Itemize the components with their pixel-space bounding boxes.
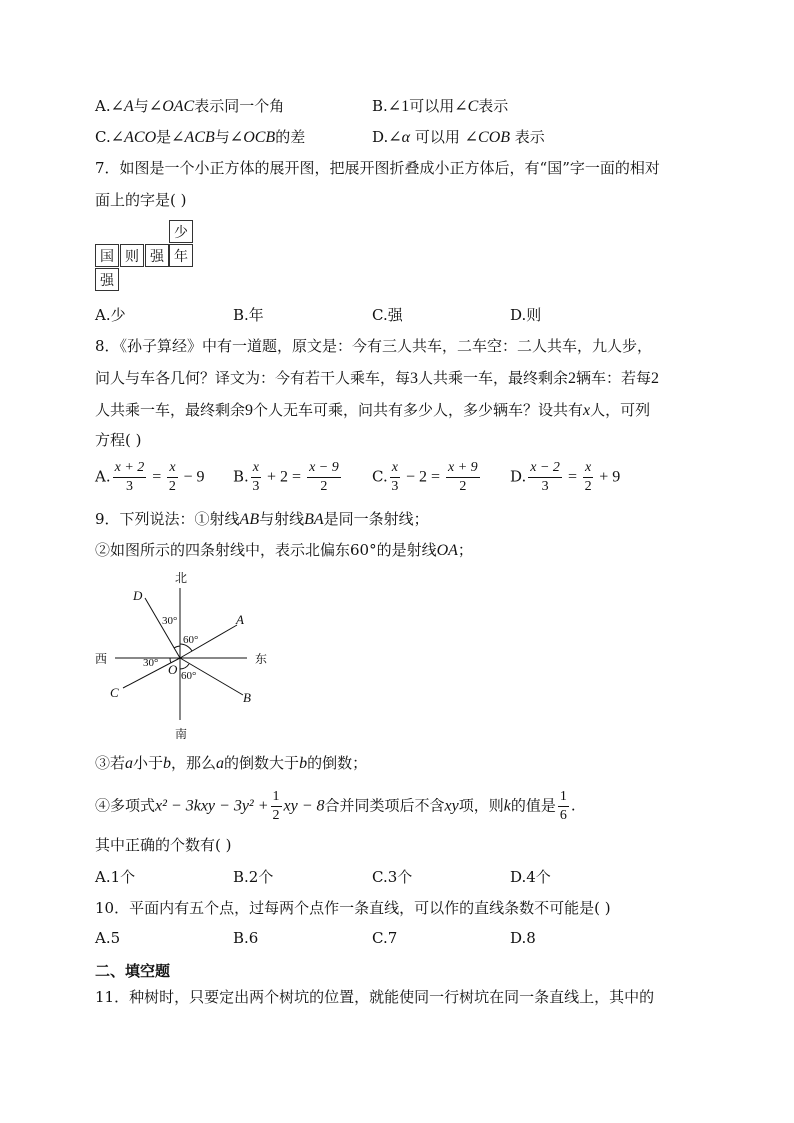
- option-label: B.: [372, 97, 388, 115]
- option-label: C.: [95, 128, 111, 146]
- text: 合并同类项后不含: [324, 796, 445, 815]
- q9-option-d: D.4个: [510, 868, 551, 886]
- fraction: [583, 461, 593, 494]
- fraction: [167, 461, 177, 494]
- text: ②如图所示的四条射线中，表示北偏东60°的是射线: [95, 541, 437, 559]
- numerator: 1: [558, 790, 569, 807]
- numerator: x: [390, 461, 400, 478]
- text: 是: [156, 128, 172, 146]
- numerator: x + 2: [113, 461, 147, 478]
- q10-option-a: A.5: [95, 929, 121, 947]
- q9-statement-4: [95, 790, 576, 823]
- text: 的倒数大于: [224, 754, 300, 772]
- text: 可以用: [410, 128, 465, 146]
- denominator: 6: [559, 808, 567, 823]
- angle: ∠OCB: [229, 129, 276, 146]
- operator: =: [563, 468, 581, 486]
- numerator: 1: [271, 790, 282, 807]
- ray-name: BA: [304, 511, 324, 528]
- q7-line-2: 面上的字是( ): [95, 191, 187, 209]
- direction-figure: [95, 570, 295, 745]
- fraction: [251, 461, 261, 494]
- fraction: [528, 461, 562, 494]
- text: 的倒数；: [307, 754, 368, 772]
- q6-option-c: [95, 127, 305, 148]
- angle-label-b: 60°: [181, 670, 197, 682]
- angle-label-d: 30°: [162, 615, 178, 627]
- numerator: x: [583, 461, 593, 478]
- section-heading: 二、填空题: [95, 962, 171, 980]
- option-label: D.: [372, 128, 389, 146]
- arc-b: [180, 664, 189, 669]
- text: 个人无车可乘，问共有多少人，多少辆车？设共有: [253, 401, 584, 419]
- q7-option-b: B.年: [233, 306, 264, 324]
- operator: + 9: [595, 468, 621, 486]
- text: 与: [214, 128, 230, 146]
- denominator: 3: [252, 479, 260, 494]
- operator: − 9: [179, 468, 205, 486]
- net-cell-top: 少: [169, 220, 193, 243]
- net-cell-4: 年: [169, 244, 193, 267]
- numerator: x − 9: [307, 461, 341, 478]
- angle: ∠C: [454, 98, 479, 115]
- denominator: 3: [125, 479, 133, 494]
- angle: ∠OAC: [148, 98, 195, 115]
- q7-line-1: 7．如图是一个小正方体的展开图，把展开图折叠成小正方体后，有“国”字一面的相对: [95, 159, 660, 177]
- angle: ∠ACO: [110, 129, 157, 146]
- denominator: 2: [168, 479, 176, 494]
- text: 表示: [478, 97, 509, 115]
- option-label: C.: [372, 467, 388, 486]
- text: ，那么: [171, 754, 217, 772]
- q9-option-a: A.1个: [95, 868, 136, 886]
- text: 与射线: [259, 510, 305, 528]
- net-cell-bottom: 强: [95, 268, 119, 291]
- q6-option-b: [372, 96, 508, 117]
- label-o: O: [168, 662, 178, 677]
- text: 的差: [275, 128, 306, 146]
- net-cell-1: 国: [95, 244, 119, 267]
- denominator: 2: [459, 479, 467, 494]
- number: 9: [245, 402, 254, 419]
- q10-option-d: D.8: [510, 929, 536, 947]
- q7-option-d: D.则: [510, 306, 542, 324]
- q7-option-c: C.强: [372, 306, 403, 324]
- option-label: B.: [233, 467, 249, 486]
- label-c: C: [110, 685, 119, 700]
- q8-line-4: 方程( ): [95, 431, 142, 449]
- q7-option-a: A.少: [95, 306, 126, 324]
- ray-od: [145, 598, 180, 658]
- operator: + 2 =: [263, 468, 306, 486]
- q6-option-a: [95, 96, 284, 117]
- q8-line-2: [95, 368, 659, 389]
- number: 2: [568, 370, 577, 387]
- q9-statement-2: [95, 540, 473, 561]
- variable: a: [125, 755, 134, 772]
- variable: x: [583, 402, 591, 419]
- denominator: 2: [320, 479, 328, 494]
- angle: ∠ACB: [171, 129, 215, 146]
- q11-line: 11．种树时，只要定出两个树坑的位置，就能使同一行树坑在同一条直线上，其中的: [95, 988, 655, 1006]
- text: 表示: [510, 128, 545, 146]
- q8-option-d: [510, 461, 620, 494]
- text: ；: [457, 541, 473, 559]
- q8-option-b: [233, 461, 343, 494]
- option-label: D.: [510, 467, 527, 486]
- q6-option-d: [372, 127, 545, 148]
- text: ③若: [95, 754, 126, 772]
- ray-name: AB: [239, 511, 260, 528]
- fraction: [307, 461, 341, 494]
- q9-option-b: B.2个: [233, 868, 274, 886]
- option-label: A.: [95, 467, 111, 486]
- fraction: [113, 461, 147, 494]
- fraction: [390, 461, 400, 494]
- variable: k: [503, 797, 511, 815]
- angle-label-c: 30°: [143, 657, 159, 669]
- variable: a: [216, 755, 225, 772]
- text: 的值是: [510, 796, 556, 815]
- text: 人，可列: [590, 401, 651, 419]
- q9-statement-1: [95, 509, 429, 530]
- label-a: A: [236, 612, 244, 627]
- text: 与: [133, 97, 149, 115]
- angle: ∠A: [110, 98, 134, 115]
- variable: b: [299, 755, 308, 772]
- variable: xy: [444, 797, 459, 815]
- q10-line: 10．平面内有五个点，过每两个点作一条直线，可以作的直线条数不可能是( ): [95, 899, 611, 917]
- angle: ∠α: [388, 129, 411, 146]
- numerator: x: [251, 461, 261, 478]
- text: .: [570, 796, 576, 815]
- text: 小于: [133, 754, 164, 772]
- text: ④多项式: [95, 796, 156, 815]
- q9-statement-3: [95, 753, 367, 774]
- option-label: A.: [95, 97, 111, 115]
- numerator: x − 2: [528, 461, 562, 478]
- label-b: B: [243, 690, 251, 705]
- q10-option-b: B.6: [233, 929, 259, 947]
- arc-d: [174, 646, 180, 648]
- label-east: 东: [255, 652, 268, 666]
- label-north: 北: [175, 571, 188, 585]
- text: 表示同一个角: [194, 97, 285, 115]
- denominator: 3: [391, 479, 399, 494]
- cube-net: [95, 220, 195, 292]
- q8-line-1: 8．《孙子算经》中有一道题，原文是：今有三人共车，二车空：二人共车，九人步，: [95, 337, 653, 355]
- text: 可以用: [409, 97, 455, 115]
- q9-option-c: C.3个: [372, 868, 413, 886]
- text: 是同一条射线；: [323, 510, 429, 528]
- angle: ∠COB: [464, 129, 511, 146]
- text: 辆车：若每: [576, 369, 652, 387]
- angle-label-a: 60°: [183, 634, 199, 646]
- net-cell-2: 则: [120, 244, 144, 267]
- operator: =: [148, 468, 166, 486]
- q8-option-c: [372, 461, 482, 494]
- text: 人共乘一车，最终剩余: [418, 369, 569, 387]
- label-d: D: [133, 588, 143, 603]
- angle: ∠1: [387, 98, 410, 115]
- ray-name: OA: [436, 542, 458, 559]
- q8-line-3: [95, 400, 650, 421]
- net-cell-3: 强: [145, 244, 169, 267]
- label-south: 南: [175, 727, 188, 741]
- denominator: 3: [541, 479, 549, 494]
- q10-option-c: C.7: [372, 929, 398, 947]
- numerator: x + 9: [446, 461, 480, 478]
- text: 人共乘一车，最终剩余: [95, 401, 246, 419]
- numerator: x: [167, 461, 177, 478]
- number: 2: [651, 370, 660, 387]
- variable: b: [163, 755, 172, 772]
- label-west: 西: [95, 652, 108, 666]
- denominator: 2: [272, 808, 280, 823]
- polynomial: x² − 3kxy − 3y² +: [155, 797, 269, 815]
- text: 问人与车各几何？译文为：今有若干人乘车，每: [95, 369, 411, 387]
- text: 9．下列说法：①射线: [95, 510, 240, 528]
- operator: − 2 =: [401, 468, 444, 486]
- text: 项，则: [458, 796, 504, 815]
- fraction: [558, 790, 569, 823]
- denominator: 2: [584, 479, 592, 494]
- fraction: [271, 790, 282, 823]
- number: 3: [410, 370, 419, 387]
- fraction: [446, 461, 480, 494]
- polynomial: xy − 8: [283, 797, 325, 815]
- q9-question: 其中正确的个数有( ): [95, 836, 232, 854]
- q8-option-a: [95, 461, 205, 494]
